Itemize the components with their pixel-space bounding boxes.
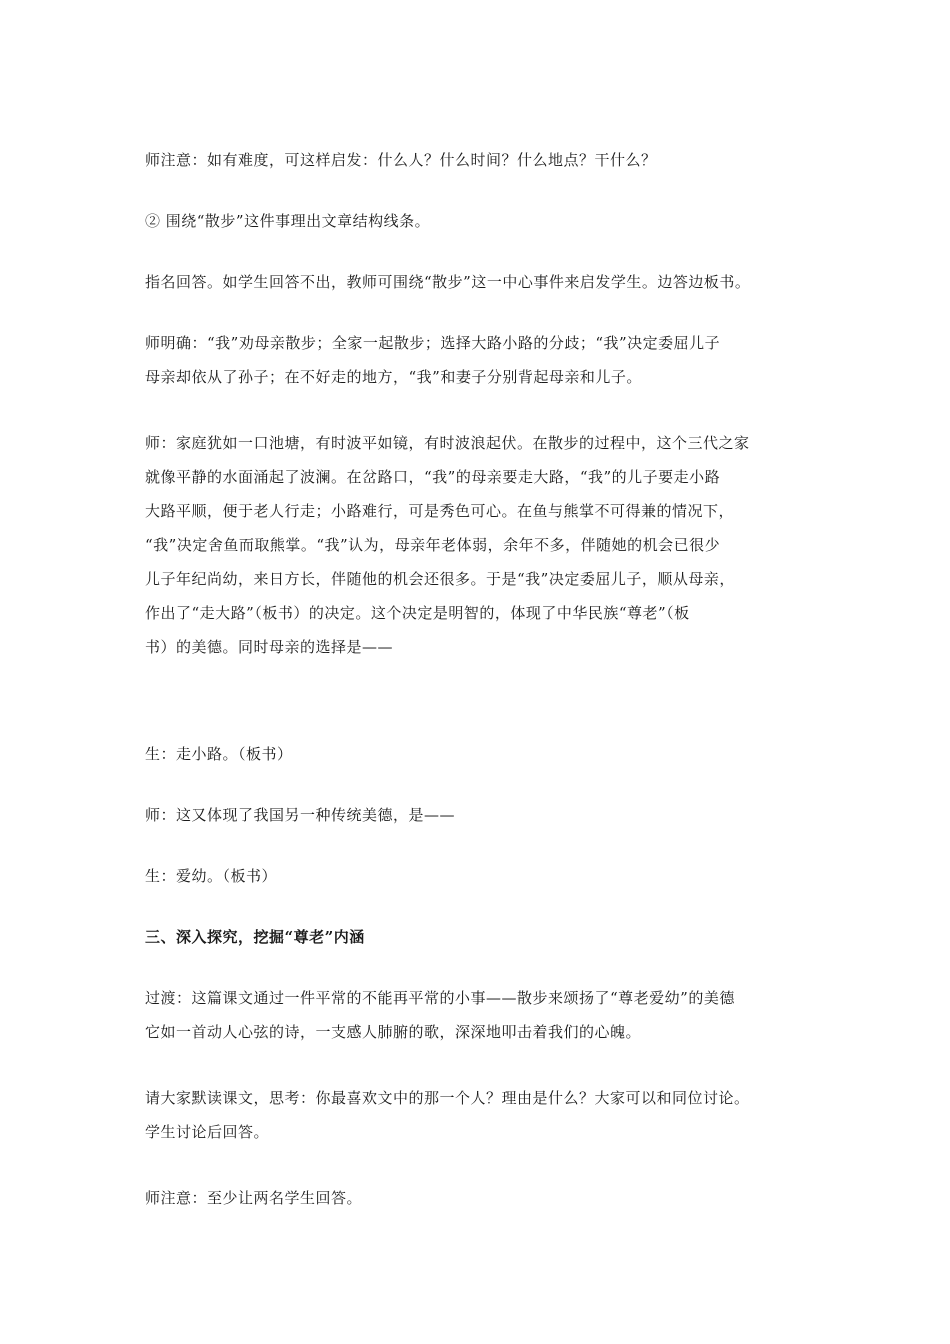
text-line: “我”决定舍鱼而取熊掌。“我”认为，母亲年老体弱，余年不多，伴随她的机会已很少 xyxy=(145,536,721,554)
paragraph-hint-questions xyxy=(145,143,825,177)
section-heading xyxy=(145,920,825,954)
text-line: 师注意：至少让两名学生回答。 xyxy=(145,1189,363,1207)
paragraph-teacher-clarify xyxy=(145,326,825,394)
paragraph-reading-task xyxy=(145,1081,825,1149)
text-line: 指名回答。如学生回答不出，教师可围绕“散步”这一中心事件来启发学生。边答边板书。 xyxy=(145,273,751,291)
text-line: 学生讨论后回答。 xyxy=(145,1123,270,1141)
paragraph-teacher-explanation xyxy=(145,426,825,664)
text-line: 母亲却依从了孙子；在不好走的地方，“我”和妻子分别背起母亲和儿子。 xyxy=(145,368,642,386)
text-line: 师注意：如有难度，可这样启发：什么人？什么时间？什么地点？干什么？ xyxy=(145,151,657,169)
text-line: 请大家默读课文，思考：你最喜欢文中的那一个人？理由是什么？大家可以和同位讨论。 xyxy=(145,1089,750,1107)
text-line: 作出了“走大路”（板书）的决定。这个决定是明智的，体现了中华民族“尊老”（板 xyxy=(145,604,690,622)
text-line: 过渡：这篇课文通过一件平常的不能再平常的小事——散步来颂扬了“尊老爱幼”的美德 xyxy=(145,989,735,1007)
text-line: 师：这又体现了我国另一种传统美德，是—— xyxy=(145,806,456,824)
text-line: 师：家庭犹如一口池塘，有时波平如镜，有时波浪起伏。在散步的过程中，这个三代之家 xyxy=(145,434,750,452)
paragraph-student-answer-1 xyxy=(145,737,825,771)
paragraph-teacher-note xyxy=(145,1181,825,1215)
text-line: 书）的美德。同时母亲的选择是—— xyxy=(145,638,394,656)
heading-text: 三、深入探究，挖掘“尊老”内涵 xyxy=(145,928,365,946)
text-line: 大路平顺，便于老人行走；小路难行，可是秀色可心。在鱼与熊掌不可得兼的情况下， xyxy=(145,502,735,520)
text-line: 生：爱幼。（板书） xyxy=(145,867,278,885)
text-line: ② 围绕“散步”这件事理出文章结构线条。 xyxy=(145,212,431,230)
paragraph-transition xyxy=(145,981,825,1049)
text-line: 生：走小路。（板书） xyxy=(145,745,293,763)
paragraph-answer-prompt xyxy=(145,265,825,299)
paragraph-teacher-question xyxy=(145,798,825,832)
text-line: 它如一首动人心弦的诗，一支感人肺腑的歌，深深地叩击着我们的心魄。 xyxy=(145,1023,642,1041)
text-line: 师明确：“我”劝母亲散步；全家一起散步；选择大路小路的分歧；“我”决定委屈儿子 xyxy=(145,334,721,352)
paragraph-student-answer-2 xyxy=(145,859,825,893)
paragraph-structure-task xyxy=(145,204,825,238)
text-line: 就像平静的水面涌起了波澜。在岔路口，“我”的母亲要走大路，“我”的儿子要走小路 xyxy=(145,468,721,486)
text-line: 儿子年纪尚幼，来日方长，伴随他的机会还很多。于是“我”决定委屈儿子，顺从母亲， xyxy=(145,570,735,588)
